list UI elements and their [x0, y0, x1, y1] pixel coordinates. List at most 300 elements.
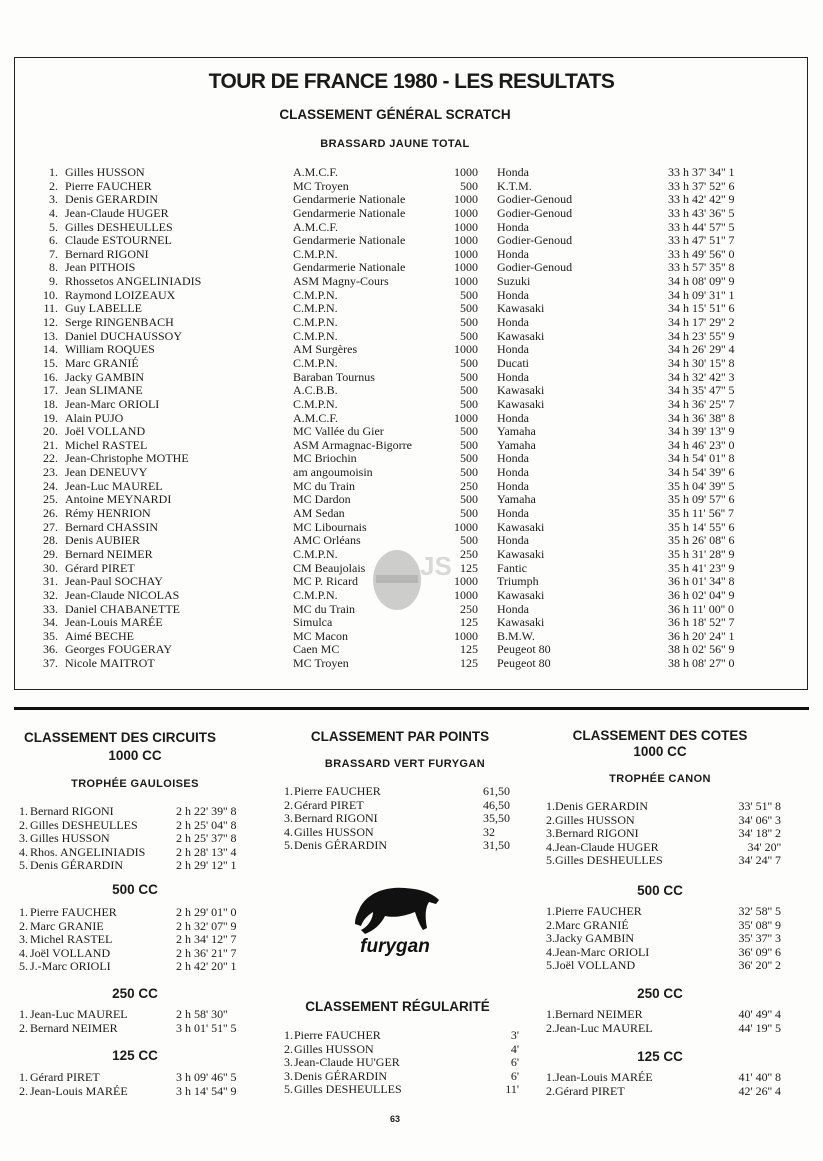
- result-value: 6': [510, 1055, 519, 1070]
- result-value: 31,50: [483, 838, 510, 853]
- result-value: 34' 06'' 3: [738, 812, 781, 827]
- displacement: 500: [460, 328, 478, 343]
- displacement: 500: [460, 506, 478, 521]
- rider-name: Jean-Claude NICOLAS: [65, 587, 180, 602]
- motorcycle: Triumph: [497, 574, 539, 589]
- rank: 33.: [43, 601, 58, 616]
- rank: 3.: [19, 831, 28, 846]
- displacement: 1000: [454, 260, 478, 275]
- result-value: 35,50: [483, 811, 510, 826]
- rider-name: Gérard PIRET: [30, 1070, 100, 1084]
- rank: 24.: [43, 478, 58, 493]
- furygan-logo: [345, 878, 445, 958]
- club: A.M.C.F.: [293, 165, 339, 179]
- rider-name: Guy LABELLE: [65, 301, 142, 316]
- rider-name: Denis GERARDIN: [555, 799, 648, 813]
- cotes-title: CLASSEMENT DES COTES: [572, 728, 748, 743]
- rank: 3.: [284, 811, 293, 826]
- motorcycle: Kawasaki: [497, 396, 545, 411]
- rider-name: Gérard PIRET: [65, 560, 135, 575]
- motorcycle: Fantic: [497, 560, 527, 575]
- rank: 3.: [284, 1068, 293, 1083]
- rider-name: J.-Marc ORIOLI: [30, 959, 111, 974]
- total-time: 33 h 37' 52'' 6: [668, 178, 735, 193]
- rider-name: Gilles HUSSON: [294, 824, 374, 839]
- displacement: 500: [460, 383, 478, 398]
- rank: 2.: [546, 812, 555, 827]
- cotes-cat-125: 125 CC: [637, 1049, 683, 1064]
- rider-name: Alain PUJO: [65, 410, 124, 425]
- motorcycle: Honda: [497, 410, 529, 425]
- rider-name: Nicole MAITROT: [65, 656, 155, 671]
- club: Simulca: [293, 615, 333, 630]
- rider-name: Bernard RIGONI: [65, 246, 149, 261]
- rider-name: Denis AUBIER: [65, 533, 140, 548]
- displacement: 500: [460, 492, 478, 507]
- club: C.M.P.N.: [293, 315, 338, 330]
- displacement: 500: [460, 396, 478, 411]
- club: C.M.P.N.: [293, 587, 338, 602]
- rider-name: Denis GÉRARDIN: [294, 1068, 387, 1083]
- displacement: 1000: [454, 410, 478, 425]
- displacement: 500: [460, 301, 478, 316]
- displacement: 500: [460, 355, 478, 370]
- club: AM Surgères: [293, 342, 358, 357]
- club: MC Macon: [293, 628, 348, 643]
- club: C.M.P.N.: [293, 301, 338, 316]
- result-value: 33' 51'' 8: [738, 799, 781, 813]
- result-value: 2 h 42' 20'' 1: [176, 959, 237, 974]
- rank: 5.: [546, 853, 555, 868]
- cotes-cat-500: 500 CC: [637, 883, 683, 898]
- page-number: 63: [389, 1114, 400, 1124]
- rank: 4.: [19, 945, 28, 960]
- rider-name: Bernard NEIMER: [65, 546, 153, 561]
- rider-name: Claude ESTOURNEL: [65, 233, 172, 248]
- motorcycle: Peugeot 80: [497, 642, 551, 657]
- rider-name: Gilles DESHEULLES: [65, 219, 173, 234]
- total-time: 38 h 08' 27'' 0: [668, 656, 735, 671]
- rank: 15.: [43, 355, 58, 370]
- rider-name: Gilles HUSSON: [555, 812, 635, 827]
- motorcycle: Honda: [497, 246, 529, 261]
- rank: 1.: [546, 799, 555, 813]
- total-time: 35 h 04' 39'' 5: [668, 478, 735, 493]
- rider-name: Gérard PIRET: [294, 797, 364, 812]
- total-time: 36 h 20' 24'' 1: [668, 628, 735, 643]
- motorcycle: Peugeot 80: [497, 656, 551, 671]
- displacement: 500: [460, 424, 478, 439]
- rank: 35.: [43, 628, 58, 643]
- displacement: 500: [460, 369, 478, 384]
- result-value: 2 h 29' 01'' 0: [176, 905, 237, 919]
- total-time: 33 h 49' 56'' 0: [668, 246, 735, 261]
- rank: 14.: [43, 342, 58, 357]
- result-value: 46,50: [483, 797, 510, 812]
- rider-name: Rhossetos ANGELINIADIS: [65, 274, 202, 289]
- motorcycle: Godier-Genoud: [497, 205, 573, 220]
- rank: 11.: [43, 301, 58, 316]
- displacement: 1000: [454, 628, 478, 643]
- page-title: TOUR DE FRANCE 1980 - LES RESULTATS: [208, 70, 615, 93]
- displacement: 1000: [454, 246, 478, 261]
- rank: 7.: [49, 246, 58, 261]
- result-value: 6': [510, 1068, 519, 1083]
- motorcycle: Godier-Genoud: [497, 260, 573, 275]
- rider-name: Jean-Luc MAUREL: [30, 1007, 128, 1021]
- rank: 29.: [43, 546, 58, 561]
- rank: 9.: [49, 274, 58, 289]
- club: MC Vallée du Gier: [293, 424, 384, 439]
- rider-name: Denis GERARDIN: [65, 192, 158, 207]
- regularite-title: CLASSEMENT RÉGULARITÉ: [305, 999, 490, 1014]
- total-time: 34 h 09' 31'' 1: [668, 287, 735, 302]
- rider-name: Georges FOUGERAY: [65, 642, 173, 657]
- rank: 37.: [43, 656, 58, 671]
- result-value: 32: [483, 824, 495, 839]
- rank: 4.: [19, 844, 28, 859]
- rank: 12.: [43, 315, 58, 330]
- rider-name: Rémy HENRION: [65, 506, 151, 521]
- displacement: 1000: [454, 205, 478, 220]
- rider-name: Joël VOLLAND: [30, 945, 111, 960]
- motorcycle: Honda: [497, 369, 529, 384]
- displacement: 125: [460, 642, 478, 657]
- result-value: 34' 24'' 7: [738, 853, 781, 868]
- total-time: 33 h 37' 34'' 1: [668, 165, 735, 179]
- svg-text:JS: JS: [420, 551, 452, 581]
- result-value: 35' 37'' 3: [738, 931, 781, 946]
- result-value: 34' 18'' 2: [738, 826, 781, 841]
- displacement: 125: [460, 615, 478, 630]
- rank: 17.: [43, 383, 58, 398]
- rank: 2.: [284, 1041, 293, 1056]
- motorcycle: Honda: [497, 601, 529, 616]
- rider-name: Antoine MEYNARDI: [65, 492, 172, 507]
- rank: 2.: [49, 178, 58, 193]
- rank: 28.: [43, 533, 58, 548]
- displacement: 1000: [454, 219, 478, 234]
- rider-name: Jean-Louis MARÉE: [65, 615, 163, 630]
- club: Gendarmerie Nationale: [293, 260, 406, 275]
- displacement: 250: [460, 546, 478, 561]
- rider-name: Jean-Paul SOCHAY: [65, 574, 163, 589]
- result-value: 11': [505, 1082, 519, 1097]
- rider-name: Marc GRANIÉ: [555, 917, 629, 932]
- rank: 1.: [546, 1070, 555, 1084]
- club: Gendarmerie Nationale: [293, 233, 406, 248]
- motorcycle: Honda: [497, 165, 529, 179]
- rank: 4.: [284, 824, 293, 839]
- club: MC du Train: [293, 601, 356, 616]
- club: MC Troyen: [293, 656, 349, 671]
- club: Gendarmerie Nationale: [293, 192, 406, 207]
- displacement: 1000: [454, 587, 478, 602]
- cotes-cat-1000: 1000 CC: [633, 744, 687, 759]
- result-value: 41' 40'' 8: [738, 1070, 781, 1084]
- rider-name: Jacky GAMBIN: [65, 369, 144, 384]
- rider-name: Bernard RIGONI: [30, 804, 114, 818]
- rank: 2.: [546, 1020, 555, 1035]
- result-value: 44' 19'' 5: [738, 1020, 781, 1035]
- rider-name: Aimé BECHE: [65, 628, 134, 643]
- total-time: 36 h 02' 04'' 9: [668, 587, 735, 602]
- rider-name: Jean SLIMANE: [65, 383, 143, 398]
- rank: 3.: [546, 826, 555, 841]
- club: MC du Train: [293, 478, 356, 493]
- rank: 1.: [19, 1007, 28, 1021]
- result-value: 2 h 36' 21'' 7: [176, 945, 237, 960]
- rider-name: Jean-Christophe MOTHE: [65, 451, 189, 466]
- rank: 25.: [43, 492, 58, 507]
- club: MC Troyen: [293, 178, 349, 193]
- rank: 3.: [284, 1055, 293, 1070]
- rank: 3.: [546, 931, 555, 946]
- rank: 1.: [546, 904, 555, 918]
- rider-name: Jean DENEUVY: [65, 465, 148, 480]
- club: Gendarmerie Nationale: [293, 205, 406, 220]
- motorcycle: Yamaha: [497, 492, 536, 507]
- rank: 27.: [43, 519, 58, 534]
- rank: 30.: [43, 560, 58, 575]
- total-time: 36 h 01' 34'' 8: [668, 574, 735, 589]
- rank: 20.: [43, 424, 58, 439]
- result-value: 61,50: [483, 784, 510, 798]
- total-time: 33 h 42' 42'' 9: [668, 192, 735, 207]
- club: Caen MC: [293, 642, 340, 657]
- rank: 21.: [43, 437, 58, 452]
- rank: 5.: [19, 858, 28, 873]
- total-time: 34 h 36' 38'' 8: [668, 410, 735, 425]
- result-value: 3 h 01' 51'' 5: [176, 1020, 237, 1035]
- rider-name: Daniel CHABANETTE: [65, 601, 180, 616]
- rank: 1.: [284, 1028, 293, 1042]
- result-value: 32' 58'' 5: [738, 904, 781, 918]
- club: ASM Magny-Cours: [293, 274, 389, 289]
- circuits-title: CLASSEMENT DES CIRCUITS: [23, 730, 216, 745]
- total-time: 33 h 43' 36'' 5: [668, 205, 735, 220]
- displacement: 125: [460, 656, 478, 671]
- displacement: 125: [460, 560, 478, 575]
- club: C.M.P.N.: [293, 328, 338, 343]
- result-value: 3 h 09' 46'' 5: [176, 1070, 237, 1084]
- rider-name: Jean-Claude HUGER: [65, 205, 169, 220]
- rider-name: Joël VOLLAND: [65, 424, 146, 439]
- club: AM Sedan: [293, 506, 345, 521]
- motorcycle: Honda: [497, 219, 529, 234]
- total-time: 34 h 36' 25'' 7: [668, 396, 735, 411]
- points-subtitle: BRASSARD VERT FURYGAN: [324, 758, 486, 770]
- scratch-subtitle: BRASSARD JAUNE TOTAL: [320, 138, 470, 150]
- motorcycle: Kawasaki: [497, 383, 545, 398]
- rank: 2.: [19, 918, 28, 933]
- result-value: 3 h 14' 54'' 9: [176, 1083, 237, 1098]
- motorcycle: Ducati: [497, 355, 529, 370]
- result-value: 34' 20'': [747, 839, 781, 854]
- total-time: 34 h 39' 13'' 9: [668, 424, 735, 439]
- displacement: 1000: [454, 165, 478, 179]
- total-time: 35 h 41' 23'' 9: [668, 560, 735, 575]
- panther-icon: [355, 888, 439, 934]
- circuits-cat-250: 250 CC: [112, 986, 158, 1001]
- rider-name: Gilles HUSSON: [65, 165, 145, 179]
- total-time: 35 h 31' 28'' 9: [668, 546, 735, 561]
- result-value: 2 h 32' 07'' 9: [176, 918, 237, 933]
- club: AMC Orléans: [293, 533, 361, 548]
- cotes-subtitle: TROPHÉE CANON: [609, 773, 711, 785]
- result-value: 40' 49'' 4: [738, 1007, 781, 1021]
- total-time: 34 h 30' 15'' 8: [668, 355, 735, 370]
- rider-name: Michel RASTEL: [30, 932, 113, 947]
- club: A.M.C.F.: [293, 410, 339, 425]
- displacement: 250: [460, 601, 478, 616]
- rider-name: Pierre FAUCHER: [30, 905, 117, 919]
- total-time: 34 h 15' 51'' 6: [668, 301, 735, 316]
- rank: 4.: [546, 839, 555, 854]
- rank: 31.: [43, 574, 58, 589]
- displacement: 1000: [454, 233, 478, 248]
- motorcycle: Honda: [497, 533, 529, 548]
- displacement: 250: [460, 478, 478, 493]
- motorcycle: Godier-Genoud: [497, 192, 573, 207]
- club: C.M.P.N.: [293, 246, 338, 261]
- rank: 4.: [546, 944, 555, 959]
- rank: 2.: [546, 917, 555, 932]
- displacement: 500: [460, 451, 478, 466]
- result-value: 2 h 58' 30'': [176, 1007, 228, 1021]
- result-value: 2 h 25' 37'' 8: [176, 831, 237, 846]
- rider-name: Bernard CHASSIN: [65, 519, 158, 534]
- rider-name: Gérard PIRET: [555, 1083, 625, 1098]
- total-time: 34 h 54' 39'' 6: [668, 465, 735, 480]
- club: MC Briochin: [293, 451, 357, 466]
- rider-name: Jean-Louis MARÉE: [30, 1083, 128, 1098]
- displacement: 500: [460, 533, 478, 548]
- rider-name: Gilles HUSSON: [30, 831, 110, 846]
- rank: 1.: [546, 1007, 555, 1021]
- motorcycle: Yamaha: [497, 437, 536, 452]
- rider-name: Jacky GAMBIN: [555, 931, 634, 946]
- rank: 19.: [43, 410, 58, 425]
- rider-name: Marc GRANIE: [30, 918, 104, 933]
- displacement: 500: [460, 178, 478, 193]
- rider-name: Joël VOLLAND: [555, 958, 636, 973]
- rider-name: Jean-Louis MARÉE: [555, 1070, 653, 1084]
- rider-name: Daniel DUCHAUSSOY: [65, 328, 182, 343]
- rider-name: Pierre FAUCHER: [65, 178, 152, 193]
- circuits-cat-500: 500 CC: [112, 882, 158, 897]
- total-time: 34 h 32' 42'' 3: [668, 369, 735, 384]
- result-value: 42' 26'' 4: [738, 1083, 781, 1098]
- total-time: 33 h 47' 51'' 7: [668, 233, 735, 248]
- rank: 34.: [43, 615, 58, 630]
- motorcycle: Kawasaki: [497, 519, 545, 534]
- rider-name: Gilles HUSSON: [294, 1041, 374, 1056]
- rider-name: Bernard NEIMER: [30, 1020, 118, 1035]
- total-time: 35 h 09' 57'' 6: [668, 492, 735, 507]
- total-time: 34 h 35' 47'' 5: [668, 383, 735, 398]
- result-value: 2 h 34' 12'' 7: [176, 932, 237, 947]
- displacement: 1000: [454, 274, 478, 289]
- rank: 5.: [19, 959, 28, 974]
- displacement: 500: [460, 465, 478, 480]
- total-time: 34 h 26' 29'' 4: [668, 342, 735, 357]
- rank: 26.: [43, 506, 58, 521]
- circuits-cat-125: 125 CC: [112, 1048, 158, 1063]
- motorcycle: B.M.W.: [497, 628, 535, 643]
- displacement: 1000: [454, 342, 478, 357]
- result-value: 36' 09'' 6: [738, 944, 781, 959]
- rank: 2.: [284, 797, 293, 812]
- rank: 6.: [49, 233, 58, 248]
- club: MC Dardon: [293, 492, 351, 507]
- motorcycle: Honda: [497, 478, 529, 493]
- rank: 22.: [43, 451, 58, 466]
- rank: 1.: [19, 1070, 28, 1084]
- club: A.M.C.F.: [293, 219, 339, 234]
- result-value: 3': [510, 1028, 519, 1042]
- rank: 36.: [43, 642, 58, 657]
- rider-name: Gilles DESHEULLES: [30, 817, 138, 832]
- motorcycle: Yamaha: [497, 424, 536, 439]
- club: C.M.P.N.: [293, 396, 338, 411]
- result-value: 2 h 28' 13'' 4: [176, 844, 237, 859]
- rank: 2.: [546, 1083, 555, 1098]
- club: MC P. Ricard: [293, 574, 359, 589]
- motorcycle: Honda: [497, 465, 529, 480]
- motorcycle: Honda: [497, 342, 529, 357]
- rank: 1.: [49, 165, 58, 179]
- rider-name: Serge RINGENBACH: [65, 315, 174, 330]
- total-time: 34 h 08' 09'' 9: [668, 274, 735, 289]
- displacement: 1000: [454, 192, 478, 207]
- rider-name: Bernard RIGONI: [555, 826, 639, 841]
- total-time: 38 h 02' 56'' 9: [668, 642, 735, 657]
- rank: 2.: [19, 1020, 28, 1035]
- rank: 4.: [49, 205, 58, 220]
- total-time: 36 h 18' 52'' 7: [668, 615, 735, 630]
- rank: 5.: [49, 219, 58, 234]
- rank: 5.: [284, 838, 293, 853]
- club: A.C.B.B.: [293, 383, 338, 398]
- motorcycle: Kawasaki: [497, 587, 545, 602]
- rider-name: Jean PITHOIS: [65, 260, 136, 275]
- circuits-subtitle: TROPHÉE GAULOISES: [71, 778, 199, 790]
- result-value: 2 h 22' 39'' 8: [176, 804, 237, 818]
- result-value: 2 h 29' 12'' 1: [176, 858, 237, 873]
- rider-name: Marc GRANIÉ: [65, 355, 139, 370]
- rider-name: William ROQUES: [65, 342, 155, 357]
- club: Baraban Tournus: [293, 369, 375, 384]
- rider-name: Gilles DESHEULLES: [294, 1082, 402, 1097]
- rider-name: Denis GÉRARDIN: [294, 838, 387, 853]
- rider-name: Raymond LOIZEAUX: [65, 287, 176, 302]
- rank: 1.: [284, 784, 293, 798]
- result-value: 2 h 25' 04'' 8: [176, 817, 237, 832]
- logo-text: furygan: [360, 936, 430, 957]
- circuits-cat-1000: 1000 CC: [108, 748, 162, 763]
- rank: 13.: [43, 328, 58, 343]
- motorcycle: Kawasaki: [497, 328, 545, 343]
- rank: 23.: [43, 465, 58, 480]
- total-time: 35 h 14' 55'' 6: [668, 519, 735, 534]
- section-divider: [14, 707, 809, 710]
- rank: 2.: [19, 817, 28, 832]
- club: am angoumoisin: [293, 465, 373, 480]
- rider-name: Bernard NEIMER: [555, 1007, 643, 1021]
- result-value: 35' 08'' 9: [738, 917, 781, 932]
- club: CM Beaujolais: [293, 560, 366, 575]
